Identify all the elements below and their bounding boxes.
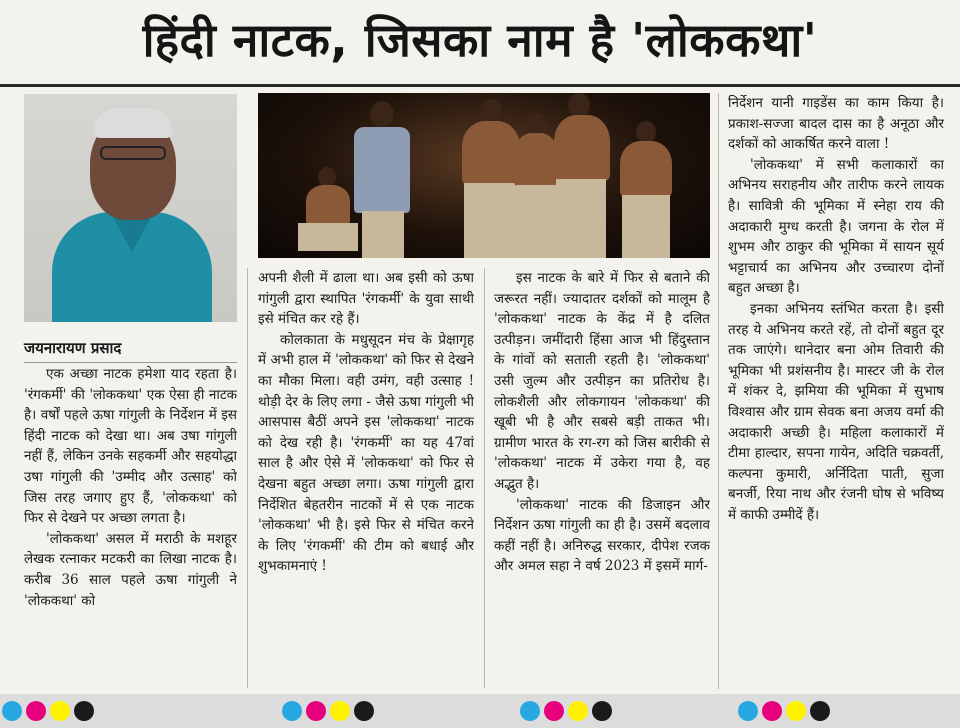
paragraph: इनका अभिनय स्तंभित करता है। इसी तरह ये अभिनय करते रहें, तो दोनों बहुत दूर तक जाएंगे। थानेदार बना ओम तिवारी की भूमिका भी प्रशंसनीय है। मास्टर जी के रोल में शंकर दे, झमिया की भूमिका में सुभाष विश्वास और ग्राम सेवक बना अजय वर्मा की अदाकारी अच्छी है। महिला कलाकारों में टीमा हाल्दार, सपना गायेन, अदिति चक्रवर्ती, कल्पना कुमारी, अर्निदिता पाती, सुजा बनर्जी, रिया नाथ और रंजनी घोष से भविष्य में काफी उम्मीदें हैं। xyxy=(728,300,944,523)
column-divider xyxy=(247,268,248,688)
stage-photo xyxy=(258,93,710,258)
actor-body xyxy=(462,121,520,185)
registration-dot xyxy=(282,701,302,721)
registration-dot xyxy=(354,701,374,721)
paragraph: 'लोककथा' असल में मराठी के मशहूर लेखक रत्नाकर मटकरी का लिखा नाटक है। करीब 36 साल पहले ऊषा गांगुली ने 'लोककथा' को xyxy=(24,530,237,609)
registration-dot xyxy=(26,701,46,721)
registration-marks xyxy=(520,701,612,721)
headline: हिंदी नाटक, जिसका नाम है 'लोककथा' xyxy=(142,13,818,67)
author-glasses xyxy=(100,146,166,160)
actor-dhoti xyxy=(516,185,558,258)
article-column-2 xyxy=(258,268,474,689)
registration-marks xyxy=(2,701,94,721)
actor-head xyxy=(318,167,336,187)
actor-head xyxy=(568,93,590,117)
actor-body xyxy=(554,115,610,181)
registration-dot xyxy=(762,701,782,721)
registration-dot xyxy=(50,701,70,721)
registration-dot xyxy=(568,701,588,721)
registration-dot xyxy=(592,701,612,721)
actor-head xyxy=(480,99,502,123)
registration-dot xyxy=(786,701,806,721)
actor-head xyxy=(636,121,656,143)
byline: जयनारायण प्रसाद xyxy=(24,338,237,363)
author-photo xyxy=(24,94,237,322)
author-hair xyxy=(94,108,172,138)
registration-dot xyxy=(74,701,94,721)
registration-dot xyxy=(738,701,758,721)
actor-head xyxy=(526,113,546,135)
actor-body xyxy=(306,185,350,225)
paragraph: 'लोककथा' नाटक की डिजाइन और निर्देशन ऊषा गांगुली का ही है। उसमें बदलाव कहीं नहीं है। अनिरुद्ध सरकार, दीपेश रजक और अमल सहा ने वर्ष 2023 में इसमें मार्ग- xyxy=(494,496,710,575)
paragraph: एक अच्छा नाटक हमेशा याद रहता है। 'रंगकर्मी' की 'लोककथा' एक ऐसा ही नाटक है। वर्षों पहले ऊषा गांगुली के निर्देशन में इस हिंदी नाटक को देखा था। अब उषा गांगुली नहीं हैं, लेकिन उनके सहकर्मी और सहयोद्धा उषा गांगुली की 'उम्मीद और उत्साह' को जिस तरह जगाए हुए हैं, 'लोककथा' को फिर से देखने पर अच्छा लगता है। xyxy=(24,366,237,527)
actor-body xyxy=(514,133,558,187)
registration-dot xyxy=(2,701,22,721)
actor-head xyxy=(370,101,394,127)
actor-body xyxy=(620,141,672,197)
article-column-3 xyxy=(494,268,710,689)
actor-kurta xyxy=(354,127,410,213)
registration-dot xyxy=(306,701,326,721)
paragraph: कोलकाता के मधुसूदन मंच के प्रेक्षागृह में अभी हाल में 'लोककथा' को फिर से देखने का मौका मिला। वही उमंग, वही उत्साह ! थोड़ी देर के लिए लगा - जैसे ऊषा गांगुली भी आसपास बैठीं अपने इस 'लोककथा' नाटक को देख रही है। 'रंगकर्मी' का यह 47वां साल है और ऐसे में 'लोककथा' को फिर से देखना बहुत अच्छा लगा। ऊषा गांगुली द्वारा निर्देशित बेहतरीन नाटकों में से एक नाटक 'लोककथा' भी है। इसे फिर से मंचित करने के लिए 'रंगकर्मी' की टीम को बधाई और शुभकामनाएं ! xyxy=(258,331,474,575)
registration-dot xyxy=(520,701,540,721)
registration-dot xyxy=(810,701,830,721)
article-column-4 xyxy=(728,93,944,689)
print-registration-strip xyxy=(0,694,960,728)
paragraph: 'लोककथा' में सभी कलाकारों का अभिनय सराहनीय और तारीफ करने लायक है। सावित्री की भूमिका में स्नेहा राय की अदाकारी मुग्ध करती है। जगना के रोल में शुभम और ठाकुर की भूमिका में सायन सूर्य भट्टाचार्य का अभिनय और उच्चारण दोनों बहुत अच्छा है। xyxy=(728,156,944,297)
actor-dhoti xyxy=(362,211,404,258)
actor-dhoti xyxy=(556,179,606,258)
actor-dhoti xyxy=(464,183,520,258)
paragraph: निर्देशन यानी गाइडेंस का काम किया है। प्रकाश-सज्जा बादल दास का है अनूठा और दर्शकों को आकर्षित करने वाला ! xyxy=(728,95,944,153)
registration-dot xyxy=(544,701,564,721)
registration-dot xyxy=(330,701,350,721)
paragraph: इस नाटक के बारे में फिर से बताने की जरूरत नहीं। ज्यादातर दर्शकों को मालूम है 'लोककथा' नाटक के केंद्र में है दलित उत्पीड़न। जमींदारी हिंसा आज भी हिंदुस्तान के गांवों को सताती रहती है। 'लोककथा' उसी जुल्म और उत्पीड़न का प्रतिरोध है। लोकशैली और लोकगायन 'लोककथा' की खूबी भी है और सबसे बड़ी ताकत भी। ग्रामीण भारत के रग-रग को जिस बारीकी से 'लोककथा' नाटक में उकेरा गया है, वह अद्भुत है। xyxy=(494,270,710,492)
article-column-1 xyxy=(24,364,237,689)
registration-marks xyxy=(282,701,374,721)
registration-marks xyxy=(738,701,830,721)
paragraph: अपनी शैली में ढाला था। अब इसी को ऊषा गांगुली द्वारा स्थापित 'रंगकर्मी' के युवा साथी इसे मंचित कर रहे हैं। xyxy=(258,270,474,328)
headline-rule xyxy=(0,84,960,87)
actor-dhoti xyxy=(298,223,358,251)
column-divider xyxy=(718,93,719,689)
column-divider xyxy=(484,268,485,688)
actor-dhoti xyxy=(622,195,670,258)
